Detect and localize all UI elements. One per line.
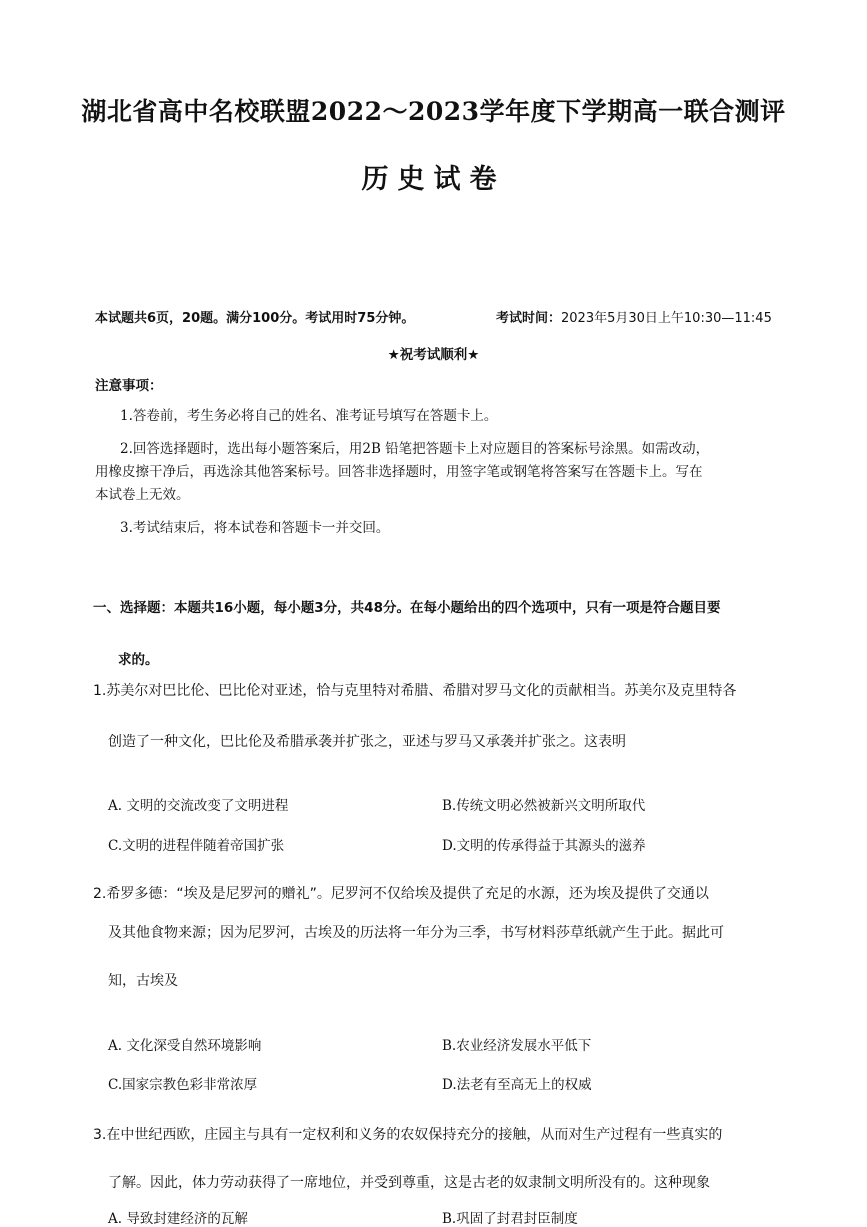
question-1-option-a: A. 文明的交流改变了文明进程 [108,798,289,814]
question-3-stem-cont: 了解。因此，体力劳动获得了一席地位，并受到尊重，这是古老的奴隶制文明所没有的。这种现象 [108,1175,710,1191]
exam-summary: 本试题共6页，20题。满分100分。考试用时75分钟。 [95,311,415,326]
question-1-option-c: C.文明的进程伴随着帝国扩张 [108,838,285,854]
question-2-option-c: C.国家宗教色彩非常浓厚 [108,1077,258,1093]
question-1-stem-cont: 创造了一种文化，巴比伦及希腊承袭并扩张之，亚述与罗马又承袭并扩张之。这表明 [108,734,626,750]
question-3-option-a: A. 导致封建经济的瓦解 [108,1211,248,1227]
notice-item-2-cont2: 本试卷上无效。 [95,487,190,503]
exam-time [496,307,772,326]
notice-item-3: 3.考试结束后，将本试卷和答题卡一并交回。 [120,520,390,536]
notice-heading: 注意事项： [95,378,163,394]
notice-item-2-cont: 用橡皮擦干净后，再选涂其他答案标号。回答非选择题时，用签字笔或钢笔将答案写在答题卡上。写在 [95,464,703,480]
notice-item-1: 1.答卷前，考生务必将自己的姓名、准考证号填写在答题卡上。 [120,408,498,424]
exam-time-value: 2023年5月30日上午10:30—11:45 [561,311,772,326]
question-2-option-b: B.农业经济发展水平低下 [442,1038,592,1054]
section-heading-cont: 求的。 [118,652,159,668]
question-1-option-b: B.传统文明必然被新兴文明所取代 [442,798,646,814]
question-3-option-b: B.巩固了封君封臣制度 [442,1211,578,1227]
exam-subject: 历史试卷 [361,164,506,195]
question-1-stem: 1.苏美尔对巴比伦、巴比伦对亚述，恰与克里特对希腊、希腊对罗马文化的贡献相当。苏美尔及克里特各 [93,683,737,699]
question-3-stem: 3.在中世纪西欧，庄园主与具有一定权利和义务的农奴保持充分的接触，从而对生产过程有一些真实的 [93,1127,723,1143]
section-heading: 一、选择题：本题共16小题，每小题3分，共48分。在每小题给出的四个选项中，只有一项是符合题目要 [93,600,721,616]
question-2-stem-cont: 及其他食物来源；因为尼罗河，古埃及的历法将一年分为三季，书写材料莎草纸就产生于此。据此可 [108,925,724,941]
question-2-stem-cont2: 知，古埃及 [108,973,178,989]
exam-time-label: 考试时间： [496,311,562,326]
question-2-stem: 2.希罗多德：“埃及是尼罗河的赠礼”。尼罗河不仅给埃及提供了充足的水源，还为埃及提供了交通以 [93,886,709,902]
question-2-option-a: A. 文化深受自然环境影响 [108,1038,262,1054]
question-2-option-d: D.法老有至高无上的权威 [442,1077,592,1093]
exam-title: 湖北省高中名校联盟2022～2023学年度下学期高一联合测评 [81,97,786,126]
question-1-option-d: D.文明的传承得益于其源头的滋养 [442,838,646,854]
notice-item-2: 2.回答选择题时，选出每小题答案后，用2B 铅笔把答题卡上对应题目的答案标号涂黑。如需改动， [120,441,710,457]
good-luck-banner: ★祝考试顺利★ [387,347,480,363]
